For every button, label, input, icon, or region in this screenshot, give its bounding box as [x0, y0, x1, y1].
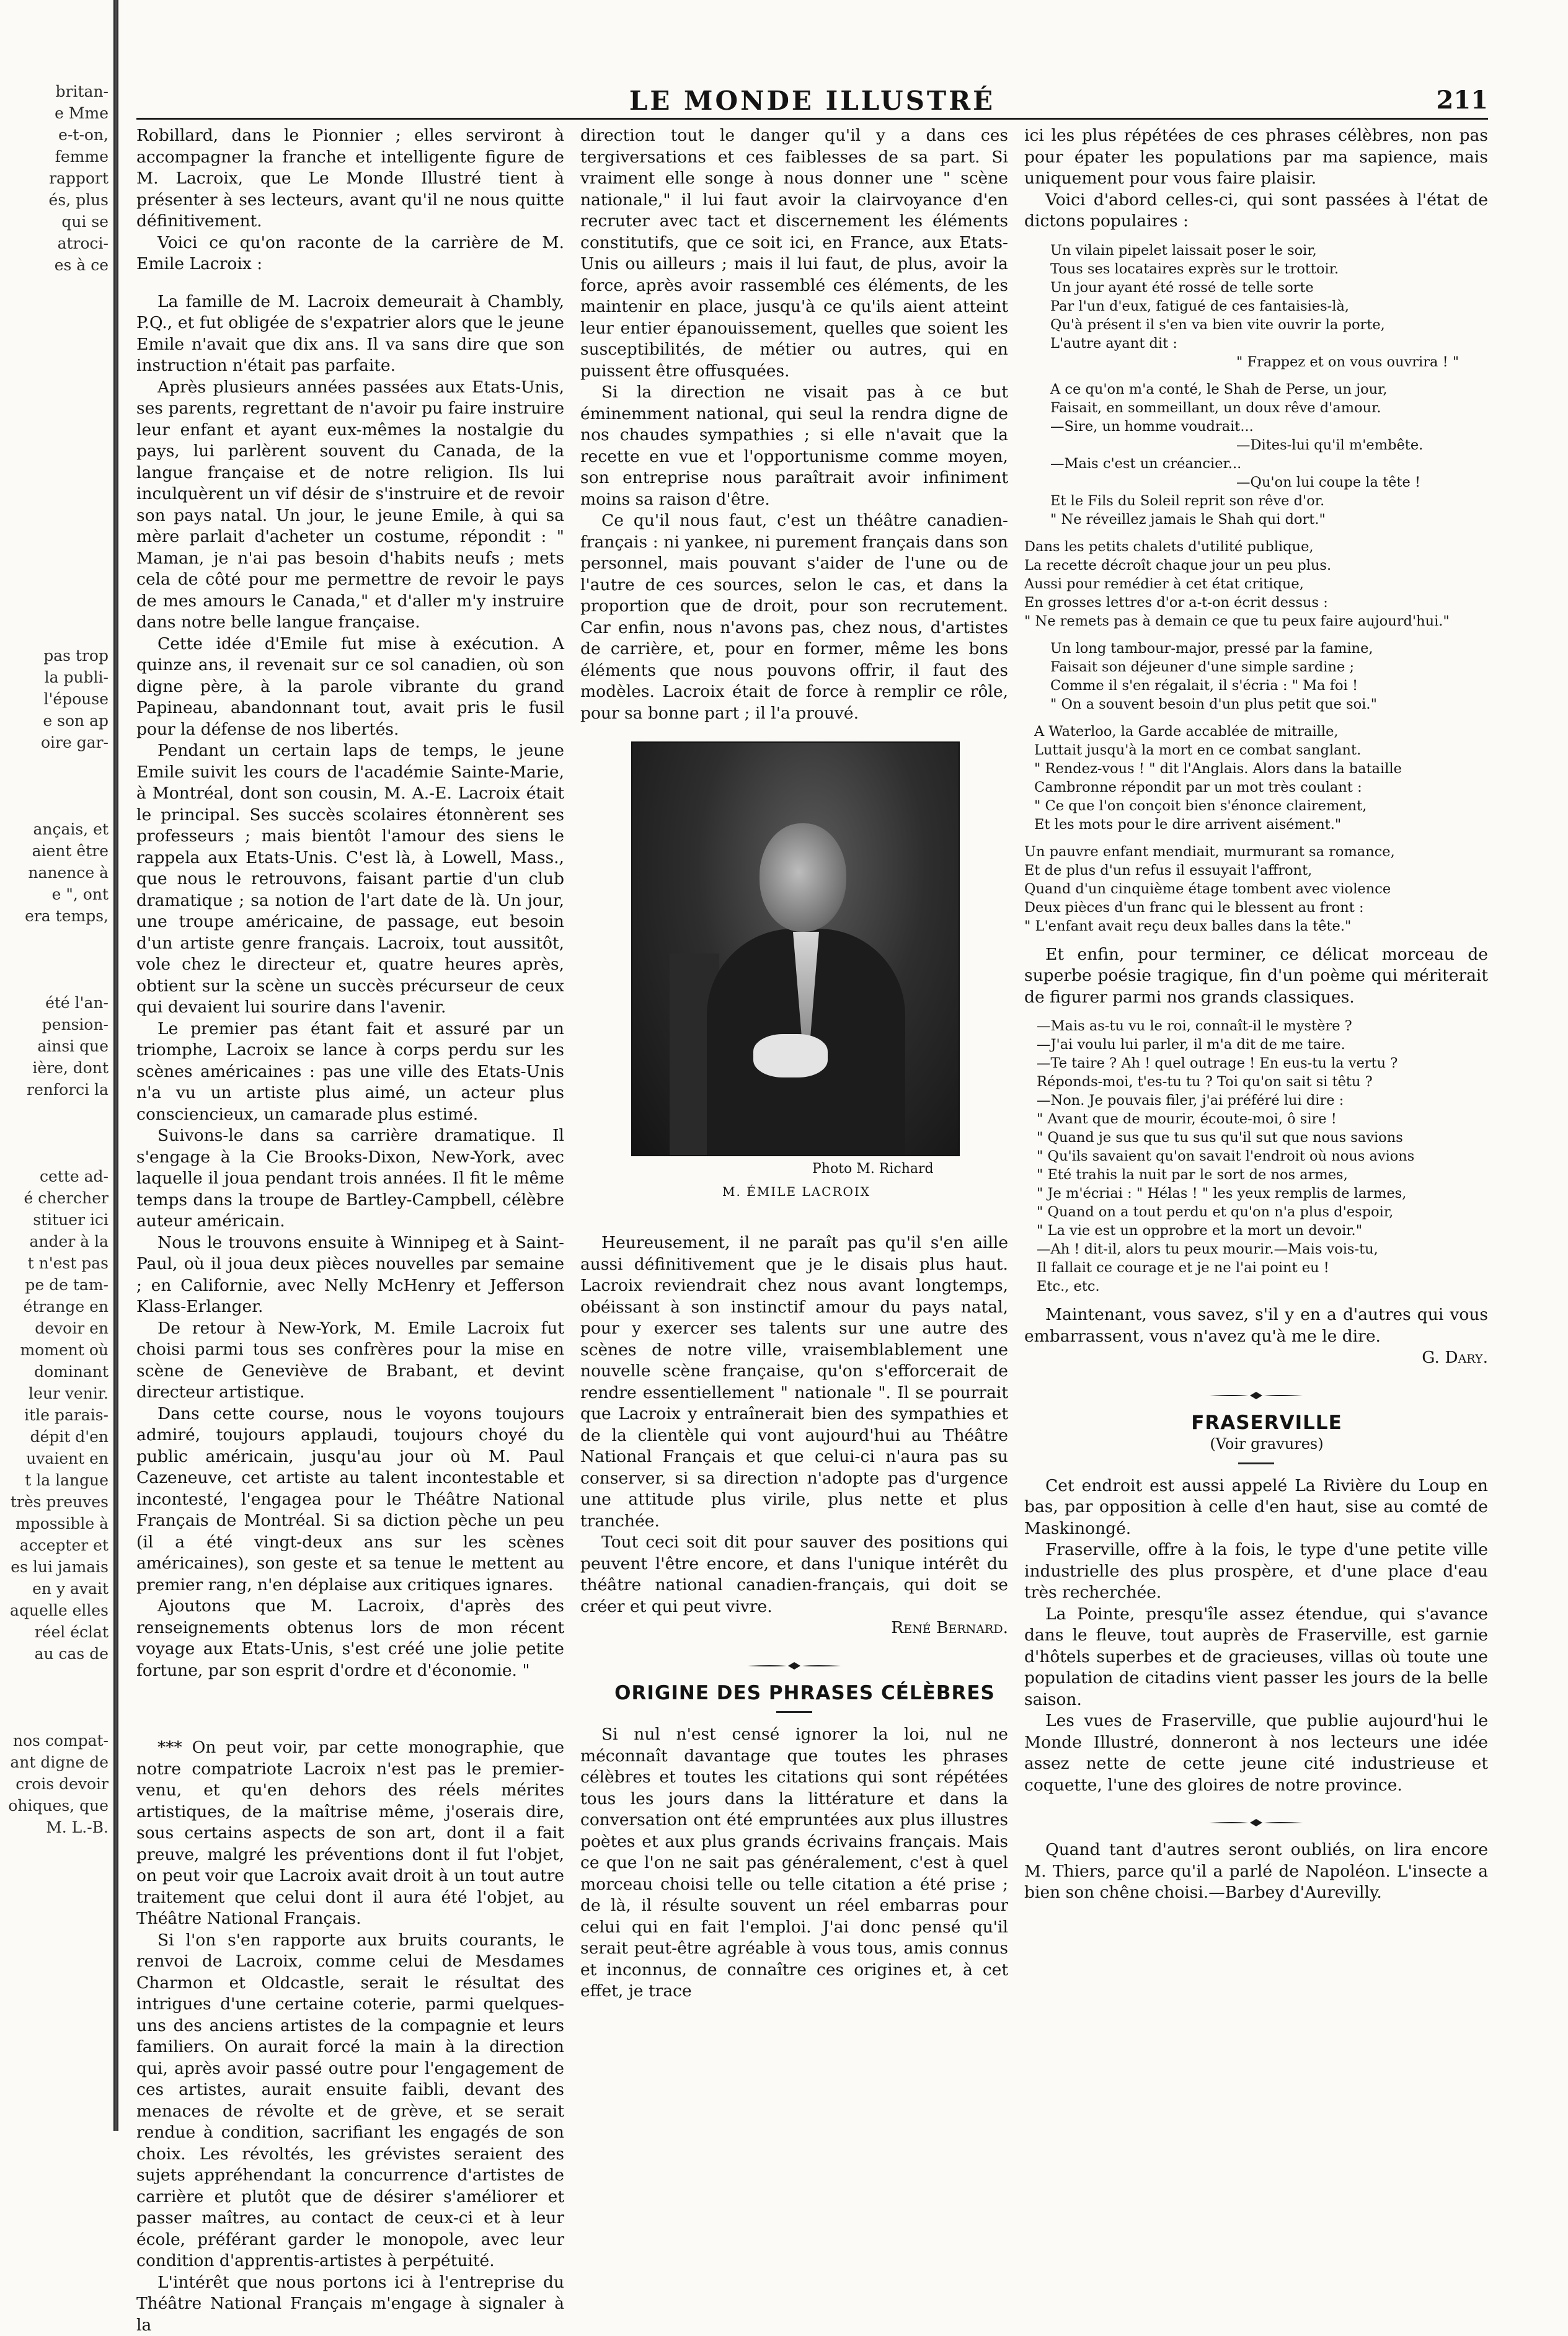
fragment-line: e Mme — [0, 102, 109, 124]
fragment-line — [0, 471, 109, 493]
paragraph: Dans cette course, nous le voyons toujours admiré, toujours applaudi, toujours choyé du public américain, jusqu'au jour où M. Paul Cazeneuve, cet artiste au talent incontestable et incontesté, l'engagea pour le Théâtre National Français de Montréal. Si sa diction pèche un peu (il a été vingt-deux ans sur les scènes américaines), son geste et sa tenue le mettent au premier rang, n'en déplaise aux critiques ignares. — [136, 1404, 564, 1596]
author-signature: G. Dary. — [1024, 1347, 1488, 1369]
verse-line: " Quand je sus que tu sus qu'il sut que nous savions — [1037, 1128, 1488, 1147]
paragraph: Ce qu'il nous faut, c'est un théâtre canadien-français : ni yankee, ni purement français dans son personnel, mais pouvant s'aider de l'une ou de l'autre de ces sources, selon le cas, et dans la proportion que de droit, pour son recrutement. Car enfin, nous n'avons pas, chez nous, d'artistes de carrière, et, pour en former, même les bons éléments que nous pouvons offrir, il faut des modèles. Lacroix était de force à remplir ce rôle, pour sa bonne part ; il l'a prouvé. — [580, 510, 1008, 724]
title-rule — [776, 1711, 812, 1713]
fragment-line: au cas de — [0, 1643, 109, 1665]
fragment-line — [0, 384, 109, 406]
verse-line: Il fallait ce courage et je ne l'ai point eu ! — [1037, 1259, 1488, 1277]
verse-line: Qu'à présent il s'en va bien vite ouvrir la porte, — [1050, 316, 1488, 334]
fragment-line — [0, 515, 109, 536]
paragraph: Quand tant d'autres seront oubliés, on lira encore M. Thiers, parce qu'il a parlé de Napoléon. L'insecte a bien son chêne choisi.—Barbey d'Aurevilly. — [1024, 1839, 1488, 1904]
verse-line: —Mais c'est un créancier... — [1050, 454, 1488, 473]
fragment-line: accepter et — [0, 1534, 109, 1556]
fragment-line: itle parais- — [0, 1404, 109, 1426]
verse-line: " Avant que de mourir, écoute-moi, ô sire ! — [1037, 1110, 1488, 1128]
paragraph: Tout ceci soit dit pour sauver des positions qui peuvent l'être encore, et dans l'unique intérêt du théâtre national canadien-français, qui doit se créer et qui peut vivre. — [580, 1532, 1008, 1617]
fragment-line: qui se — [0, 211, 109, 232]
verse-line: Un vilain pipelet laissait poser le soir, — [1050, 241, 1488, 260]
paragraph: Cette idée d'Emile fut mise à exécution. A quinze ans, il revenait sur ce sol canadien, où son digne père, à la parole vibrante du grand Papineau, abandonnant tout, avait pris le fusil pour la défense de nos libertés. — [136, 634, 564, 741]
verse-line: L'autre ayant dit : — [1050, 334, 1488, 353]
fragment-line: mpossible à — [0, 1513, 109, 1534]
fragment-line — [0, 406, 109, 428]
fragment-line: atroci- — [0, 232, 109, 254]
paragraph: Le premier pas étant fait et assuré par un triomphe, Lacroix se lance à corps perdu sur les scènes américaines : pas une ville des Etats-Unis n'a vu un artiste plus aimé, un acteur plus consciencieux, un camarade plus estimé. — [136, 1019, 564, 1126]
fragment-line: ohiques, que — [0, 1795, 109, 1816]
fragment-line: e ", ont — [0, 883, 109, 905]
fragment-line — [0, 797, 109, 818]
fragment-line — [0, 493, 109, 515]
verse-line: A ce qu'on m'a conté, le Shah de Perse, un jour, — [1050, 380, 1488, 399]
column-3 — [1024, 125, 1488, 1904]
fragment-line: aient être — [0, 840, 109, 862]
verse-block — [1024, 538, 1488, 630]
fragment-line — [0, 363, 109, 384]
fragment-line — [0, 753, 109, 775]
photo-credit: Photo M. Richard — [812, 1161, 934, 1177]
fragment-line — [0, 927, 109, 949]
fragment-line: étrange en — [0, 1296, 109, 1317]
fragment-line — [0, 949, 109, 970]
fragment-line: e-t-on, — [0, 124, 109, 146]
fragment-line — [0, 1665, 109, 1686]
fragment-line: dépit d'en — [0, 1426, 109, 1448]
verse-block — [1024, 843, 1488, 936]
paragraph: Si la direction ne visait pas à ce but éminemment national, qui seul la rendra digne de nos chaudes sympathies ; si elle n'avait que la recette en vue et l'opportunisme comme moyen, son entreprise nous paraîtrait avoir infiniment moins sa raison d'être. — [580, 382, 1008, 510]
paragraph: Robillard, dans le Pionnier ; elles serviront à accompagner la franche et intelligente figure de M. Lacroix, que Le Monde Illustré tient à présenter à ses lecteurs, avant qu'il ne nous quitte définitivement. — [136, 125, 564, 232]
fragment-line: été l'an- — [0, 992, 109, 1014]
verse-line: —Non. Je pouvais filer, j'ai préféré lui dire : — [1037, 1091, 1488, 1110]
verse-line: —J'ai voulu lui parler, il m'a dit de me taire. — [1037, 1035, 1488, 1054]
verse-line: Et de plus d'un refus il essuyait l'affront, — [1024, 861, 1488, 880]
fragment-line — [0, 558, 109, 580]
section-title: FRASERVILLE — [1024, 1412, 1488, 1434]
paragraph: Cet endroit est aussi appelé La Rivière du Loup en bas, par opposition à celle d'en haut, sise au comté de Maskinongé. — [1024, 1475, 1488, 1540]
paragraph: Heureusement, il ne paraît pas qu'il s'en aille aussi définitivement que je le disais plus haut. Lacroix reviendrait chez nous avant longtemps, obéissant à son instinctif amour du pays natal, pour y exercer ses talents sur une autre des scènes de notre ville, vraisemblablement une nouvelle scène française, qu'on s'efforcerait de rendre essentiellement " nationale ". Il se pourrait que Lacroix y entraînerait bien des sympathies et de la clientèle qui vont aujourd'hui au Théâtre National Français et que celui-ci n'aura pas su conserver, si sa direction n'adopte pas d'urgence une attitude plus virile, plus nette et plus tranchée. — [580, 1232, 1008, 1532]
ornament-divider — [748, 1661, 841, 1670]
fragment-line — [0, 276, 109, 298]
fragment-line — [0, 341, 109, 363]
fragment-line — [0, 536, 109, 558]
fragment-line — [0, 319, 109, 341]
verse-line: " Eté trahis la nuit par le sort de nos armes, — [1037, 1166, 1488, 1184]
masthead: LE MONDE ILLUSTRÉ — [136, 86, 1488, 116]
fragment-line: devoir en — [0, 1317, 109, 1339]
fragment-line — [0, 449, 109, 471]
verse-block — [1050, 380, 1488, 529]
paragraph: Si nul n'est censé ignorer la loi, nul ne méconnaît davantage que toutes les phrases célèbres et toutes les citations qui sont répétées tous les jours dans la littérature et dans la conversation ont été empruntées aux plus illustres poètes et aux plus grands écrivains français. Mais ce que l'on ne sait pas généralement, c'est à quel morceau choisi telle ou telle citation a été prise ; de là, il résulte souvent un réel embarras pour celui qui en fait l'emploi. J'ai donc pensé qu'il serait peut-être agréable à vous tous, amis connus et inconnus, de connaître ces origines et, à cet effet, je trace — [580, 1724, 1008, 2002]
fragment-line: pas trop — [0, 645, 109, 666]
verse-block — [1037, 1017, 1488, 1296]
fragment-line: la publi- — [0, 666, 109, 688]
fragment-line: pe de tam- — [0, 1274, 109, 1296]
verse-line: Tous ses locataires exprès sur le trottoir. — [1050, 260, 1488, 278]
section-title: ORIGINE DES PHRASES CÉLÈBRES — [580, 1683, 1008, 1704]
paragraph: Les vues de Fraserville, que publie aujourd'hui le Monde Illustré, donneront à nos lecteurs une idée assez nette de cette jeune cité industrieuse et coquette, l'une des gloires de notre province. — [1024, 1710, 1488, 1796]
fragment-line: en y avait — [0, 1578, 109, 1599]
verse-line: Dans les petits chalets d'utilité publique, — [1024, 538, 1488, 556]
fragment-line: ançais, et — [0, 818, 109, 840]
fragment-line: réel éclat — [0, 1621, 109, 1643]
fragment-line: é chercher — [0, 1187, 109, 1209]
verse-line: Aussi pour remédier à cet état critique, — [1024, 575, 1488, 593]
verse-line: " Je m'écriai : " Hélas ! " les yeux remplis de larmes, — [1037, 1184, 1488, 1203]
column-1 — [136, 125, 564, 2336]
paragraph: Et enfin, pour terminer, ce délicat morceau de superbe poésie tragique, fin d'un poème qui mériterait de figurer parmi nos grands classiques. — [1024, 944, 1488, 1009]
fragment-line — [0, 623, 109, 645]
fragment-line: dominant — [0, 1361, 109, 1383]
verse-line: —Sire, un homme voudrait... — [1050, 417, 1488, 436]
verse-line: En grosses lettres d'or a-t-on écrit dessus : — [1024, 593, 1488, 612]
verse-line: Par l'un d'eux, fatigué de ces fantaisies-là, — [1050, 297, 1488, 316]
section-subtitle: (Voir gravures) — [1024, 1433, 1488, 1455]
fragment-line: M. L.-B. — [0, 1816, 109, 1838]
fragment-line: très preuves — [0, 1491, 109, 1513]
fragment-line: t la langue — [0, 1469, 109, 1491]
fragment-line — [0, 970, 109, 992]
fragment-line: leur venir. — [0, 1383, 109, 1404]
paragraph: Après plusieurs années passées aux Etats-Unis, ses parents, regrettant de n'avoir pu faire instruire leur enfant et ayant eux-mêmes la nostalgie du pays, lui parlèrent souvent du Canada, de la langue française et de notre religion. Ils lui inculquèrent un vif désir de s'instruire et de revoir son pays natal. Un jour, le jeune Emile, à qui sa mère parlait d'acheter un costume, répondit : " Maman, je n'ai pas besoin d'habits neufs ; mets cela de côté pour me permettre de revoir le pays de mes amours le Canada," et d'aller m'y instruire dans notre belle langue française. — [136, 377, 564, 634]
verse-line: Et les mots pour le dire arrivent aisément." — [1034, 815, 1488, 834]
fragment-line — [0, 775, 109, 797]
fragment-line: nos compat- — [0, 1730, 109, 1751]
verse-line: —Te taire ? Ah ! quel outrage ! En eus-tu la vertu ? — [1037, 1054, 1488, 1073]
fragment-line: ander à la — [0, 1231, 109, 1252]
page-fold-shadow — [113, 0, 118, 2131]
fragment-line — [0, 1100, 109, 1122]
fragment-line: uvaient en — [0, 1448, 109, 1469]
fragment-line: oire gar- — [0, 732, 109, 753]
verse-block — [1034, 722, 1488, 834]
paragraph: De retour à New-York, M. Emile Lacroix fut choisi parmi tous ses confrères pour la mise en scène de Geneviève de Brabant, et devint directeur artistique. — [136, 1318, 564, 1404]
verse-line: Faisait, en sommeillant, un doux rêve d'amour. — [1050, 399, 1488, 417]
verse-line: Un long tambour-major, pressé par la famine, — [1050, 639, 1488, 658]
left-page-fragment — [0, 81, 109, 2126]
verse-line: " L'enfant avait reçu deux balles dans la tête." — [1024, 917, 1488, 936]
paragraph: Si l'on s'en rapporte aux bruits courants, le renvoi de Lacroix, comme celui de Mesdames Charmon et Oldcastle, serait le résultat des intrigues d'une certaine coterie, parmi quelques-uns des anciens artistes de la compagnie et leurs familiers. On aurait forcé la main à la direction qui, après avoir passé outre pour l'engagement de ces artistes, aurait ensuite faibli, devant des menaces de révolte et de grève, et se serait rendue à condition, sacrifiant les engagés de son choix. Les révoltés, les grévistes seraient des sujets appréhendant la concurrence d'artistes de carrière et plutôt que de désirer s'améliorer et passer maîtres, au contact de ceux-ci et à leur école, préférant garder le monopole, avec leur condition d'apprentis-artistes à perpétuité. — [136, 1930, 564, 2272]
fragment-line: t n'est pas — [0, 1252, 109, 1274]
verse-line: Un jour ayant été rossé de telle sorte — [1050, 278, 1488, 297]
page-number: 211 — [1437, 86, 1489, 115]
fragment-line: ant digne de — [0, 1751, 109, 1773]
verse-line: " Ne remets pas à demain ce que tu peux faire aujourd'hui." — [1024, 612, 1488, 630]
verse-line: " Ce que l'on conçoit bien s'énonce clairement, — [1034, 797, 1488, 815]
fragment-line — [0, 428, 109, 449]
fragment-line: ainsi que — [0, 1035, 109, 1057]
fragment-line: l'épouse — [0, 688, 109, 710]
verse-line: " La vie est un opprobre et la mort un devoir." — [1037, 1221, 1488, 1240]
paragraph: La Pointe, presqu'île assez étendue, qui s'avance dans le fleuve, tout auprès de Fraserville, est garnie d'hôtels superbes et de gracieuses, villas où toute une population de citadins vient passer les jours de la belle saison. — [1024, 1604, 1488, 1711]
fragment-line — [0, 1708, 109, 1730]
fragment-line: pension- — [0, 1014, 109, 1035]
verse-line: —Qu'on lui coupe la tête ! — [1050, 473, 1488, 492]
fragment-line: cette ad- — [0, 1166, 109, 1187]
page-header — [136, 86, 1488, 117]
verse-line: Un pauvre enfant mendiait, murmurant sa romance, — [1024, 843, 1488, 861]
paragraph: L'intérêt que nous portons ici à l'entreprise du Théâtre National Français m'engage à signaler à la — [136, 2272, 564, 2336]
verse-line: " Ne réveillez jamais le Shah qui dort." — [1050, 510, 1488, 529]
paragraph: ici les plus répétées de ces phrases célèbres, non pas pour épater les populations par ma sapience, mais uniquement pour vous faire plaisir. — [1024, 125, 1488, 190]
fragment-line — [0, 1144, 109, 1166]
verse-line: Deux pièces d'un franc qui le blessent au front : — [1024, 898, 1488, 917]
verse-line: Luttait jusqu'à la mort en ce combat sanglant. — [1034, 741, 1488, 759]
paragraph: Ajoutons que M. Lacroix, d'après des renseignements obtenus lors de mon récent voyage aux Etats-Unis, s'est créé une jolie petite fortune, par son esprit d'ordre et d'économie. " — [136, 1596, 564, 1681]
verse-line: Quand d'un cinquième étage tombent avec violence — [1024, 880, 1488, 898]
fragment-line: crois devoir — [0, 1773, 109, 1795]
fragment-line — [0, 298, 109, 319]
verse-line: " Frappez et on vous ouvrira ! " — [1050, 353, 1488, 371]
figure-head — [760, 823, 846, 932]
verse-block — [1050, 639, 1488, 714]
verse-line: Etc., etc. — [1037, 1277, 1488, 1296]
photo-caption: M. ÉMILE LACROIX — [722, 1184, 870, 1199]
ornament-divider — [1210, 1391, 1303, 1400]
paragraph: Pendant un certain laps de temps, le jeune Emile suivit les cours de l'académie Sainte-Marie, à Montréal, dont son cousin, M. A.-E. Lacroix était le principal. Ses succès scolaires étonnèrent ses professeurs ; mais bientôt l'amour des siens le rappela aux Etats-Unis. C'est là, à Lowell, Mass., que nous le retrouvons, faisant partie d'un club dramatique ; sa notion de l'art date de là. Un jour, une troupe américaine, de passage, eut besoin d'un artiste genre français. Lacroix, tout aussitôt, vole chez le directeur et, quatre heures après, obtient sur la scène un succès précurseur de ceux qui devaient lui sourire dans l'avenir. — [136, 740, 564, 1019]
title-rule — [1238, 1462, 1274, 1464]
fragment-line: ière, dont — [0, 1057, 109, 1079]
paragraph: *** On peut voir, par cette monographie, que notre compatriote Lacroix n'est pas le premier-venu, et qu'en dehors des réels mérites artistiques, de la maîtrise même, j'oserais dire, sous certains aspects de son art, dont il a fait preuve, malgré les préventions dont il fut l'objet, on peut voir que Lacroix avait droit à un tout autre traitement que celui dont il aura été l'objet, au Théâtre National Français. — [136, 1737, 564, 1930]
fragment-line — [0, 1122, 109, 1144]
paragraph: Maintenant, vous savez, s'il y en a d'autres qui vous embarrassent, vous n'avez qu'à me le dire. — [1024, 1304, 1488, 1347]
verse-line: " Quand on a tout perdu et qu'on n'a plus d'espoir, — [1037, 1203, 1488, 1221]
fragment-line — [0, 601, 109, 623]
verse-line: " On a souvent besoin d'un plus petit que soi." — [1050, 695, 1488, 714]
fragment-line: stituer ici — [0, 1209, 109, 1231]
figure-hand — [753, 1034, 828, 1077]
portrait-photo — [631, 741, 960, 1156]
fragment-line: nanence à — [0, 862, 109, 883]
fragment-line: moment où — [0, 1339, 109, 1361]
verse-line: —Mais as-tu vu le roi, connaît-il le mystère ? — [1037, 1017, 1488, 1035]
header-rule — [136, 118, 1488, 120]
verse-line: Réponds-moi, t'es-tu tu ? Toi qu'on sait si têtu ? — [1037, 1073, 1488, 1091]
fragment-line: renforci la — [0, 1079, 109, 1100]
author-signature: René Bernard. — [580, 1617, 1008, 1639]
verse-line: Comme il s'en régalait, il s'écria : " Ma foi ! — [1050, 676, 1488, 695]
fragment-line — [0, 1686, 109, 1708]
paragraph: Fraserville, offre à la fois, le type d'une petite ville industrielle des plus prospère, et d'une place d'eau très recherchée. — [1024, 1539, 1488, 1604]
paragraph: Voici d'abord celles-ci, qui sont passées à l'état de dictons populaires : — [1024, 190, 1488, 232]
paragraph: Suivons-le dans sa carrière dramatique. Il s'engage à la Cie Brooks-Dixon, New-York, avec laquelle il joua pendant trois années. Il fit le même temps dans la troupe de Bartley-Campbell, célèbre auteur américain. — [136, 1125, 564, 1232]
fragment-line — [0, 580, 109, 601]
fragment-line: e son ap — [0, 710, 109, 732]
fragment-line: aquelle elles — [0, 1599, 109, 1621]
paragraph: direction tout le danger qu'il y a dans ces tergiversations et ces faiblesses de sa part. Si vraiment elle songe à nous donner une " scène nationale," il lui faut avoir la clairvoyance d'en recruter avec tact et discernement les éléments constitutifs, que ce soit ici, en France, aux Etats-Unis ou ailleurs ; mais il lui faut, de plus, avoir la force, après avoir rassemblé ces éléments, de les maintenir en place, jusqu'à ce qu'ils aient atteint leur entier épanouissement, quelles que soient les susceptibilités, de métier ou autres, qui en puissent être offusquées. — [580, 125, 1008, 382]
verse-line: La recette décroît chaque jour un peu plus. — [1024, 556, 1488, 575]
verse-line: —Ah ! dit-il, alors tu peux mourir.—Mais vois-tu, — [1037, 1240, 1488, 1259]
fragment-line: femme — [0, 146, 109, 167]
fragment-line: és, plus — [0, 189, 109, 211]
verse-line: " Rendez-vous ! " dit l'Anglais. Alors dans la bataille — [1034, 759, 1488, 778]
paragraph: Voici ce qu'on raconte de la carrière de M. Emile Lacroix : — [136, 232, 564, 275]
verse-block — [1050, 241, 1488, 371]
fragment-line: era temps, — [0, 905, 109, 927]
verse-line: Et le Fils du Soleil reprit son rêve d'or. — [1050, 492, 1488, 510]
verse-line: —Dites-lui qu'il m'embête. — [1050, 436, 1488, 454]
verse-line: A Waterloo, la Garde accablée de mitraille, — [1034, 722, 1488, 741]
paragraph: Nous le trouvons ensuite à Winnipeg et à Saint-Paul, où il joua deux pièces nouvelles par semaine ; en Californie, avec Nelly McHenry et Jefferson Klass-Erlanger. — [136, 1232, 564, 1318]
fragment-line: es à ce — [0, 254, 109, 276]
fragment-line: rapport — [0, 167, 109, 189]
verse-line: Cambronne répondit par un mot très coulant : — [1034, 778, 1488, 797]
fragment-line: es lui jamais — [0, 1556, 109, 1578]
paragraph: La famille de M. Lacroix demeurait à Chambly, P.Q., et fut obligée de s'expatrier alors que le jeune Emile n'avait que dix ans. Il va sans dire que son instruction n'était pas parfaite. — [136, 291, 564, 377]
ornament-divider — [1210, 1818, 1303, 1827]
verse-line: " Qu'ils savaient qu'on savait l'endroit où nous avions — [1037, 1147, 1488, 1166]
verse-line: Faisait son déjeuner d'une simple sardine ; — [1050, 658, 1488, 676]
fragment-line: britan- — [0, 81, 109, 102]
